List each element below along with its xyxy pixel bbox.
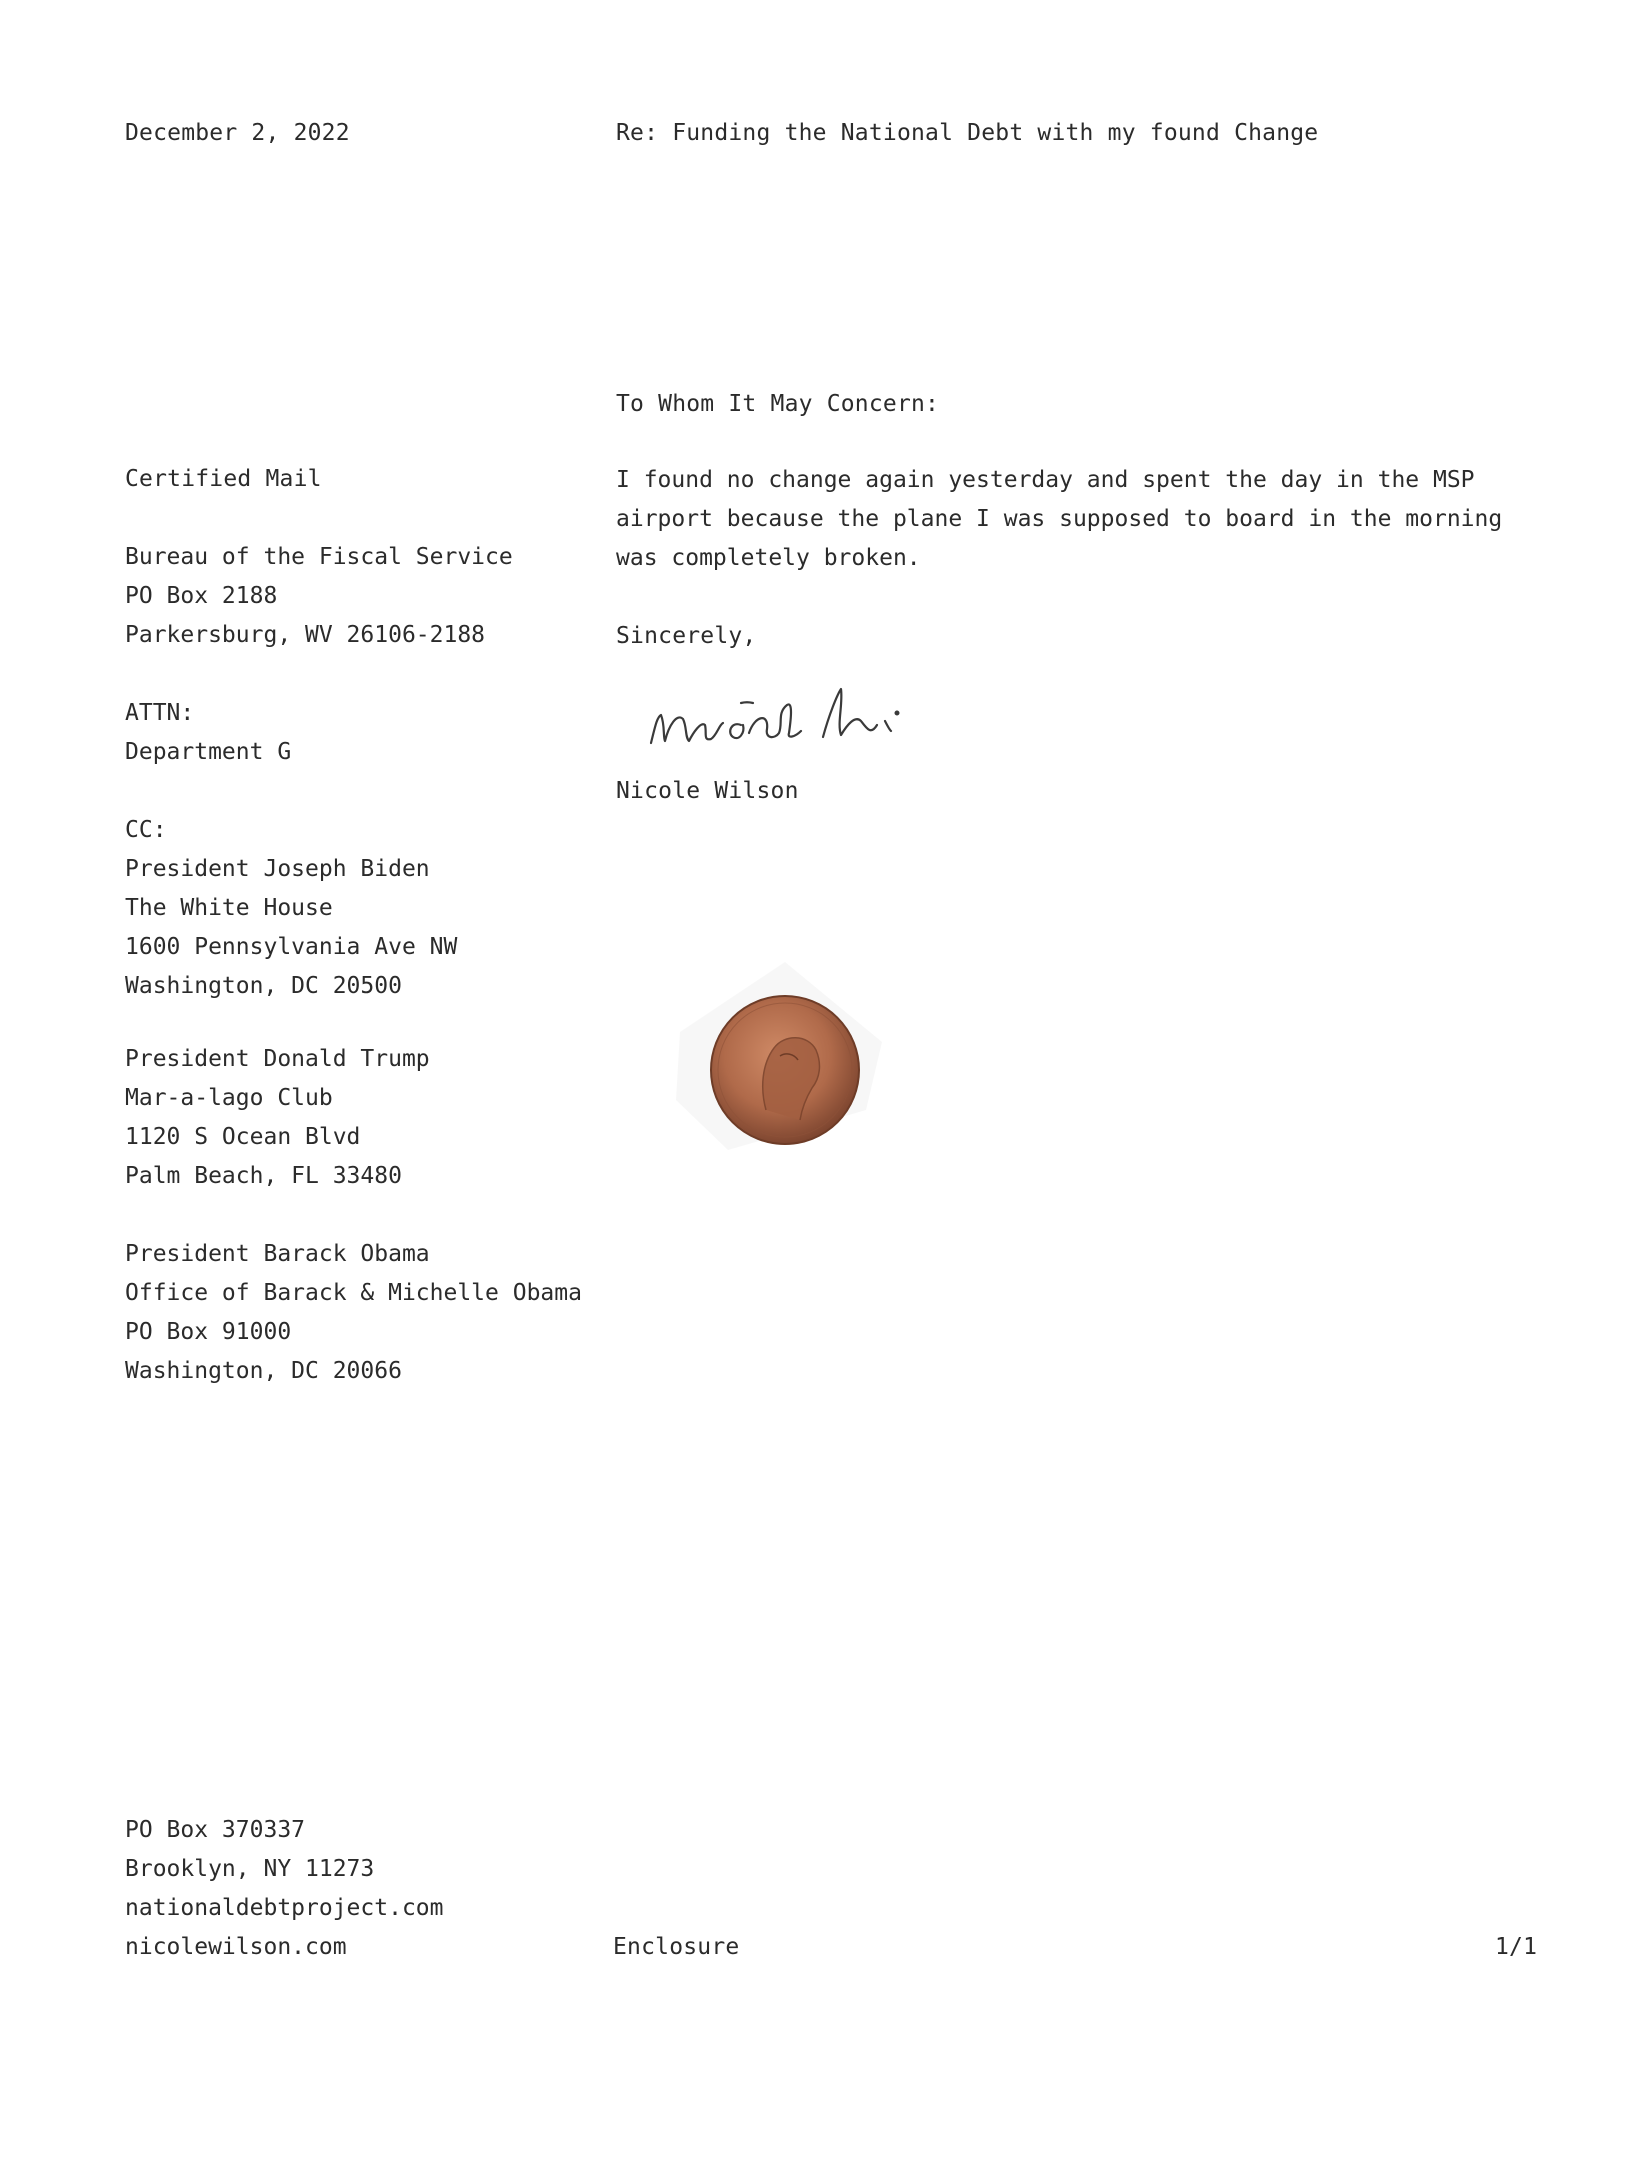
cc-block: [125, 811, 457, 1006]
page-number: 1/1: [1495, 1934, 1538, 1960]
sender-line: Brooklyn, NY 11273: [125, 1856, 375, 1882]
cc-line: President Barack Obama: [125, 1241, 430, 1267]
cc-line: Office of Barack & Michelle Obama: [125, 1280, 582, 1306]
sender-line: nationaldebtproject.com: [125, 1895, 444, 1921]
attn-value: Department G: [125, 739, 292, 765]
address-line: Bureau of the Fiscal Service: [125, 544, 513, 570]
sender-address: [125, 1811, 444, 1967]
cc-line: President Donald Trump: [125, 1046, 430, 1072]
cc-line: 1120 S Ocean Blvd: [125, 1124, 361, 1150]
body-line: was completely broken.: [616, 545, 921, 571]
letter-date: December 2, 2022: [125, 120, 350, 146]
cc-line: Mar-a-lago Club: [125, 1085, 333, 1111]
closing: Sincerely,: [616, 623, 757, 649]
sender-line: PO Box 370337: [125, 1817, 306, 1843]
letter-body: [616, 461, 1502, 578]
cc-line: 1600 Pennsylvania Ave NW: [125, 934, 458, 960]
address-line: Parkersburg, WV 26106-2188: [125, 622, 486, 648]
cc-recipient-3: [125, 1235, 582, 1391]
cc-line: PO Box 91000: [125, 1319, 292, 1345]
cc-recipient-2: [125, 1040, 430, 1196]
greeting: To Whom It May Concern:: [616, 391, 940, 417]
cc-label: CC:: [125, 817, 167, 843]
attn-label: ATTN:: [125, 700, 195, 726]
handwritten-signature: [645, 675, 975, 775]
cc-line: Palm Beach, FL 33480: [125, 1163, 402, 1189]
body-line: I found no change again yesterday and spent the day in the MSP: [616, 467, 1475, 493]
cc-line: President Joseph Biden: [125, 856, 430, 882]
cc-line: Washington, DC 20066: [125, 1358, 402, 1384]
delivery-method: Certified Mail: [125, 466, 322, 492]
body-line: airport because the plane I was supposed to board in the morning: [616, 506, 1503, 532]
signer-name: Nicole Wilson: [616, 778, 799, 804]
sender-line: nicolewilson.com: [125, 1934, 347, 1960]
recipient-address: [125, 538, 513, 655]
cc-line: Washington, DC 20500: [125, 973, 402, 999]
letter-subject: Re: Funding the National Debt with my found Change: [616, 120, 1319, 146]
attn-block: [125, 694, 291, 772]
cc-line: The White House: [125, 895, 333, 921]
penny-coin-image: [670, 960, 900, 1190]
enclosure-note: Enclosure: [613, 1934, 740, 1960]
address-line: PO Box 2188: [125, 583, 278, 609]
